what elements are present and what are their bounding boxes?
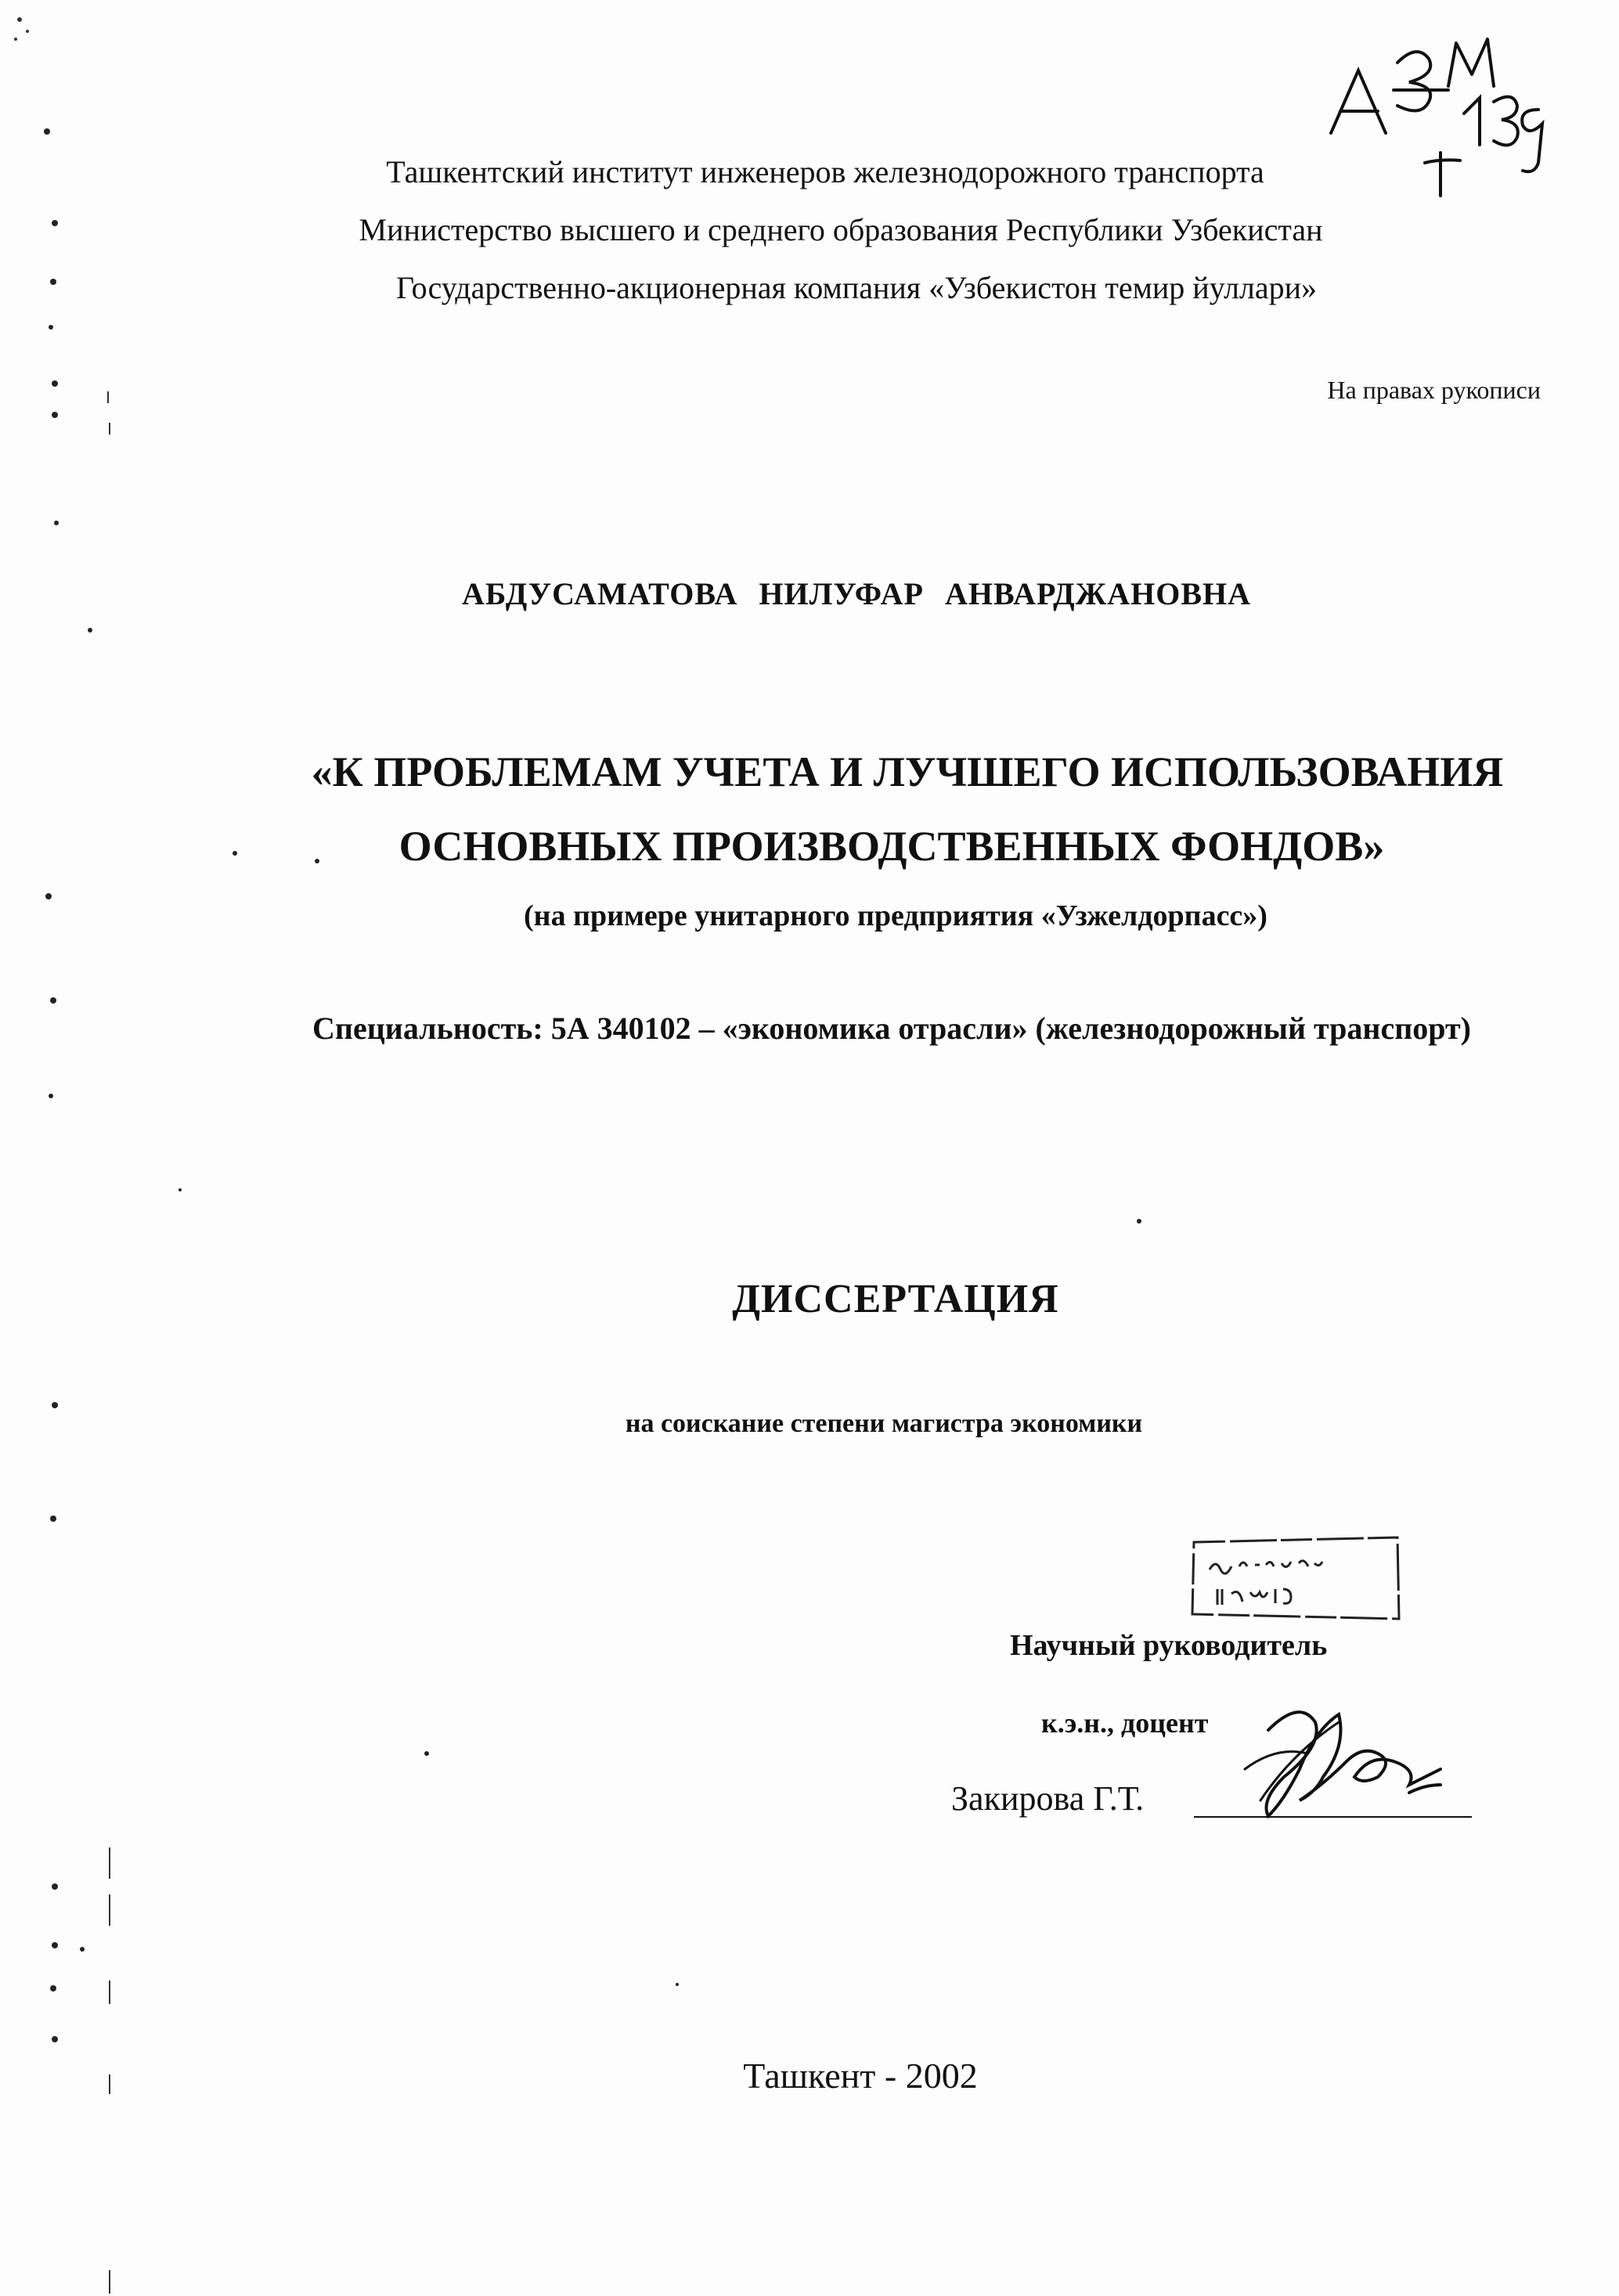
- stamp-mark: [1186, 1526, 1405, 1624]
- specialty-line: Специальность: 5А 340102 – «экономика отрасли» (железнодорожный транспорт): [312, 1011, 1471, 1046]
- thesis-title-line-1: «К ПРОБЛЕМАМ УЧЕТА И ЛУЧШЕГО ИСПОЛЬЗОВАНИЯ: [311, 748, 1504, 795]
- institute-name: Ташкентский институт инженеров железнодорожного транспорта: [386, 154, 1264, 189]
- city-and-year: Ташкент - 2002: [743, 2056, 978, 2096]
- author-name: АБДУСАМАТОВА НИЛУФАР АНВАРДЖАНОВНА: [461, 576, 1252, 611]
- ministry-name: Министерство высшего и среднего образования Республики Узбекистан: [359, 212, 1323, 247]
- degree-line: на соискание степени магистра экономики: [625, 1409, 1143, 1438]
- manuscript-rights-note: На правах рукописи: [1327, 376, 1541, 404]
- supervisor-name: Закирова Г.Т.: [951, 1779, 1145, 1818]
- document-type-heading: ДИССЕРТАЦИЯ: [732, 1277, 1059, 1321]
- thesis-subtitle: (на примере унитарного предприятия «Узжелдорпасс»): [524, 899, 1267, 932]
- supervisor-academic-title: к.э.н., доцент: [1041, 1707, 1209, 1739]
- company-name: Государственно-акционерная компания «Узбекистон темир йуллари»: [395, 270, 1318, 305]
- handwritten-signature: [1221, 1683, 1456, 1832]
- thesis-title-line-2: ОСНОВНЫХ ПРОИЗВОДСТВЕННЫХ ФОНДОВ»: [398, 823, 1385, 870]
- supervisor-label: Научный руководитель: [1010, 1629, 1328, 1662]
- handwritten-archive-mark: [1315, 16, 1581, 204]
